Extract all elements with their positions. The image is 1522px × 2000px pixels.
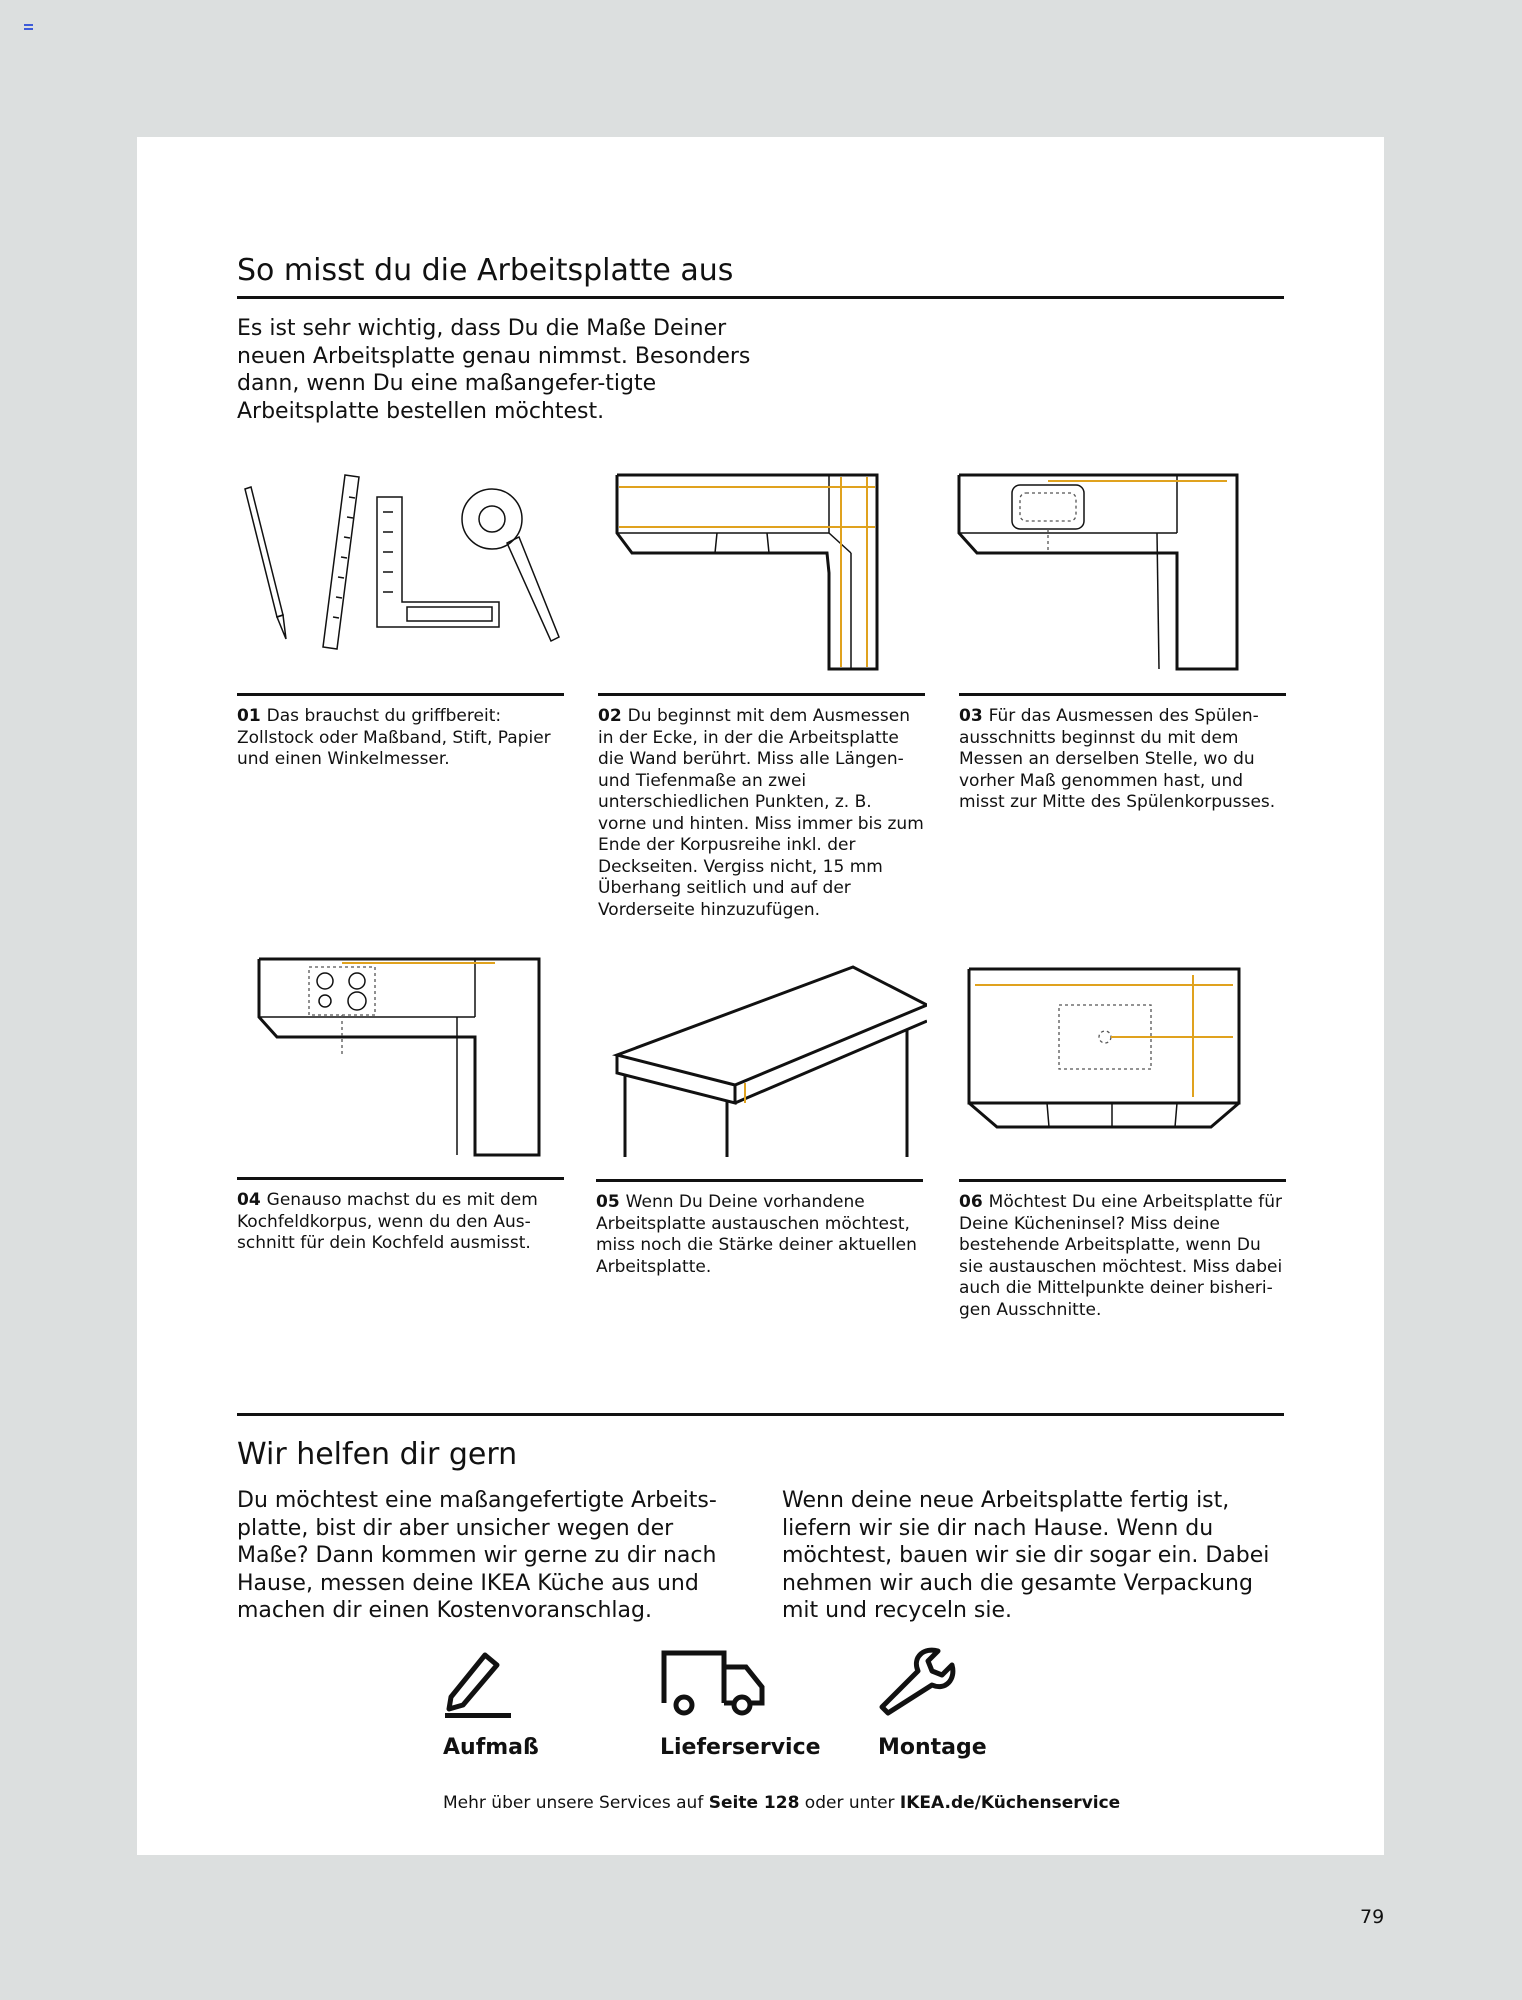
thickness-illustration	[607, 957, 927, 1157]
service-label: Montage	[878, 1735, 987, 1760]
island-illustration	[967, 967, 1257, 1147]
step-02-caption: 02 Du beginnst mit dem Ausmessen in der Ecke, in der die Arbeitsplatte die Wand berührt. Miss alle Längen- und Tiefenmaße an zwei unterschiedlichen Punkten, z. B. vorne und hinten. Miss immer bis zum Ende der Korpusreihe inkl. der Deckseiten. Vergiss nicht, 15 mm Überhang seitlich und auf der Vorderseite hinzuzufügen.	[598, 693, 925, 921]
step-06-caption: 06 Möchtest Du eine Arbeitsplatte für Deine Kücheninsel? Miss deine bestehende Arbeitsplatte, wenn Du sie austauschen möchtest. Miss dabei auch die Mittelpunkte deiner bisheri-gen Ausschnitte.	[959, 1179, 1286, 1321]
document-page	[137, 137, 1384, 1855]
corner-measure-illustration	[597, 473, 897, 673]
step-04-caption: 04 Genauso machst du es mit dem Kochfeldkorpus, wenn du den Aus-schnitt für dein Kochfeld ausmisst.	[237, 1177, 564, 1255]
step-03-caption: 03 Für das Ausmessen des Spülen-ausschnitts beginnst du mit dem Messen an derselben Stelle, wo du vorher Maß genommen hast, und misst zur Mitte des Spülenkorpusses.	[959, 693, 1286, 814]
help-title: Wir helfen dir gern	[237, 1437, 518, 1472]
step-01-caption: 01 Das brauchst du griffbereit: Zollstock oder Maßband, Stift, Papier und einen Winkelmesser.	[237, 693, 564, 771]
service-link[interactable]: IKEA.de/Küchenservice	[899, 1793, 1121, 1813]
sink-cutout-illustration	[957, 473, 1257, 673]
footer-note: Mehr über unsere Services auf Seite 128 oder unter IKEA.de/Küchenservice	[443, 1793, 1121, 1813]
service-lieferservice	[660, 1647, 821, 1760]
service-aufmass	[443, 1647, 539, 1760]
menu-icon[interactable]	[24, 24, 33, 32]
section-divider	[237, 1413, 1284, 1416]
square-icon	[377, 497, 499, 627]
help-text-left: Du möchtest eine maßangefertigte Arbeits-platte, bist dir aber unsicher wegen der Maße? Dann kommen wir gerne zu dir nach Hause, messen deine IKEA Küche aus und machen dir einen Kostenvoranschlag.	[237, 1488, 717, 1623]
service-label: Lieferservice	[660, 1735, 821, 1760]
truck-icon	[660, 1647, 770, 1719]
pencil-icon	[443, 1647, 513, 1719]
service-label: Aufmaß	[443, 1735, 539, 1760]
wrench-icon	[878, 1647, 958, 1719]
step-05-caption: 05 Wenn Du Deine vorhandene Arbeitsplatte austauschen möchtest, miss noch die Stärke deiner aktuellen Arbeitsplatte.	[596, 1179, 923, 1278]
page-number: 79	[1360, 1906, 1385, 1928]
tape-measure-icon	[462, 489, 559, 641]
page-reference[interactable]: Seite 128	[708, 1793, 800, 1813]
help-text-right: Wenn deine neue Arbeitsplatte fertig ist, liefern wir sie dir nach Hause. Wenn du möchtest, bauen wir sie dir sogar ein. Dabei nehmen wir auch die gesamte Verpackung mit und recyceln sie.	[782, 1488, 1270, 1623]
ruler-icon	[323, 475, 359, 649]
intro-text: Es ist sehr wichtig, dass Du die Maße Deiner neuen Arbeitsplatte genau nimmst. Besonders dann, wenn Du eine maßangefer-tigte Arbeitsplatte bestellen möchtest.	[237, 316, 751, 424]
page-title: So misst du die Arbeitsplatte aus	[237, 253, 1284, 299]
pencil-icon	[245, 487, 286, 639]
cooktop-cutout-illustration	[257, 957, 557, 1157]
service-montage	[878, 1647, 987, 1760]
tools-illustration	[237, 467, 567, 657]
